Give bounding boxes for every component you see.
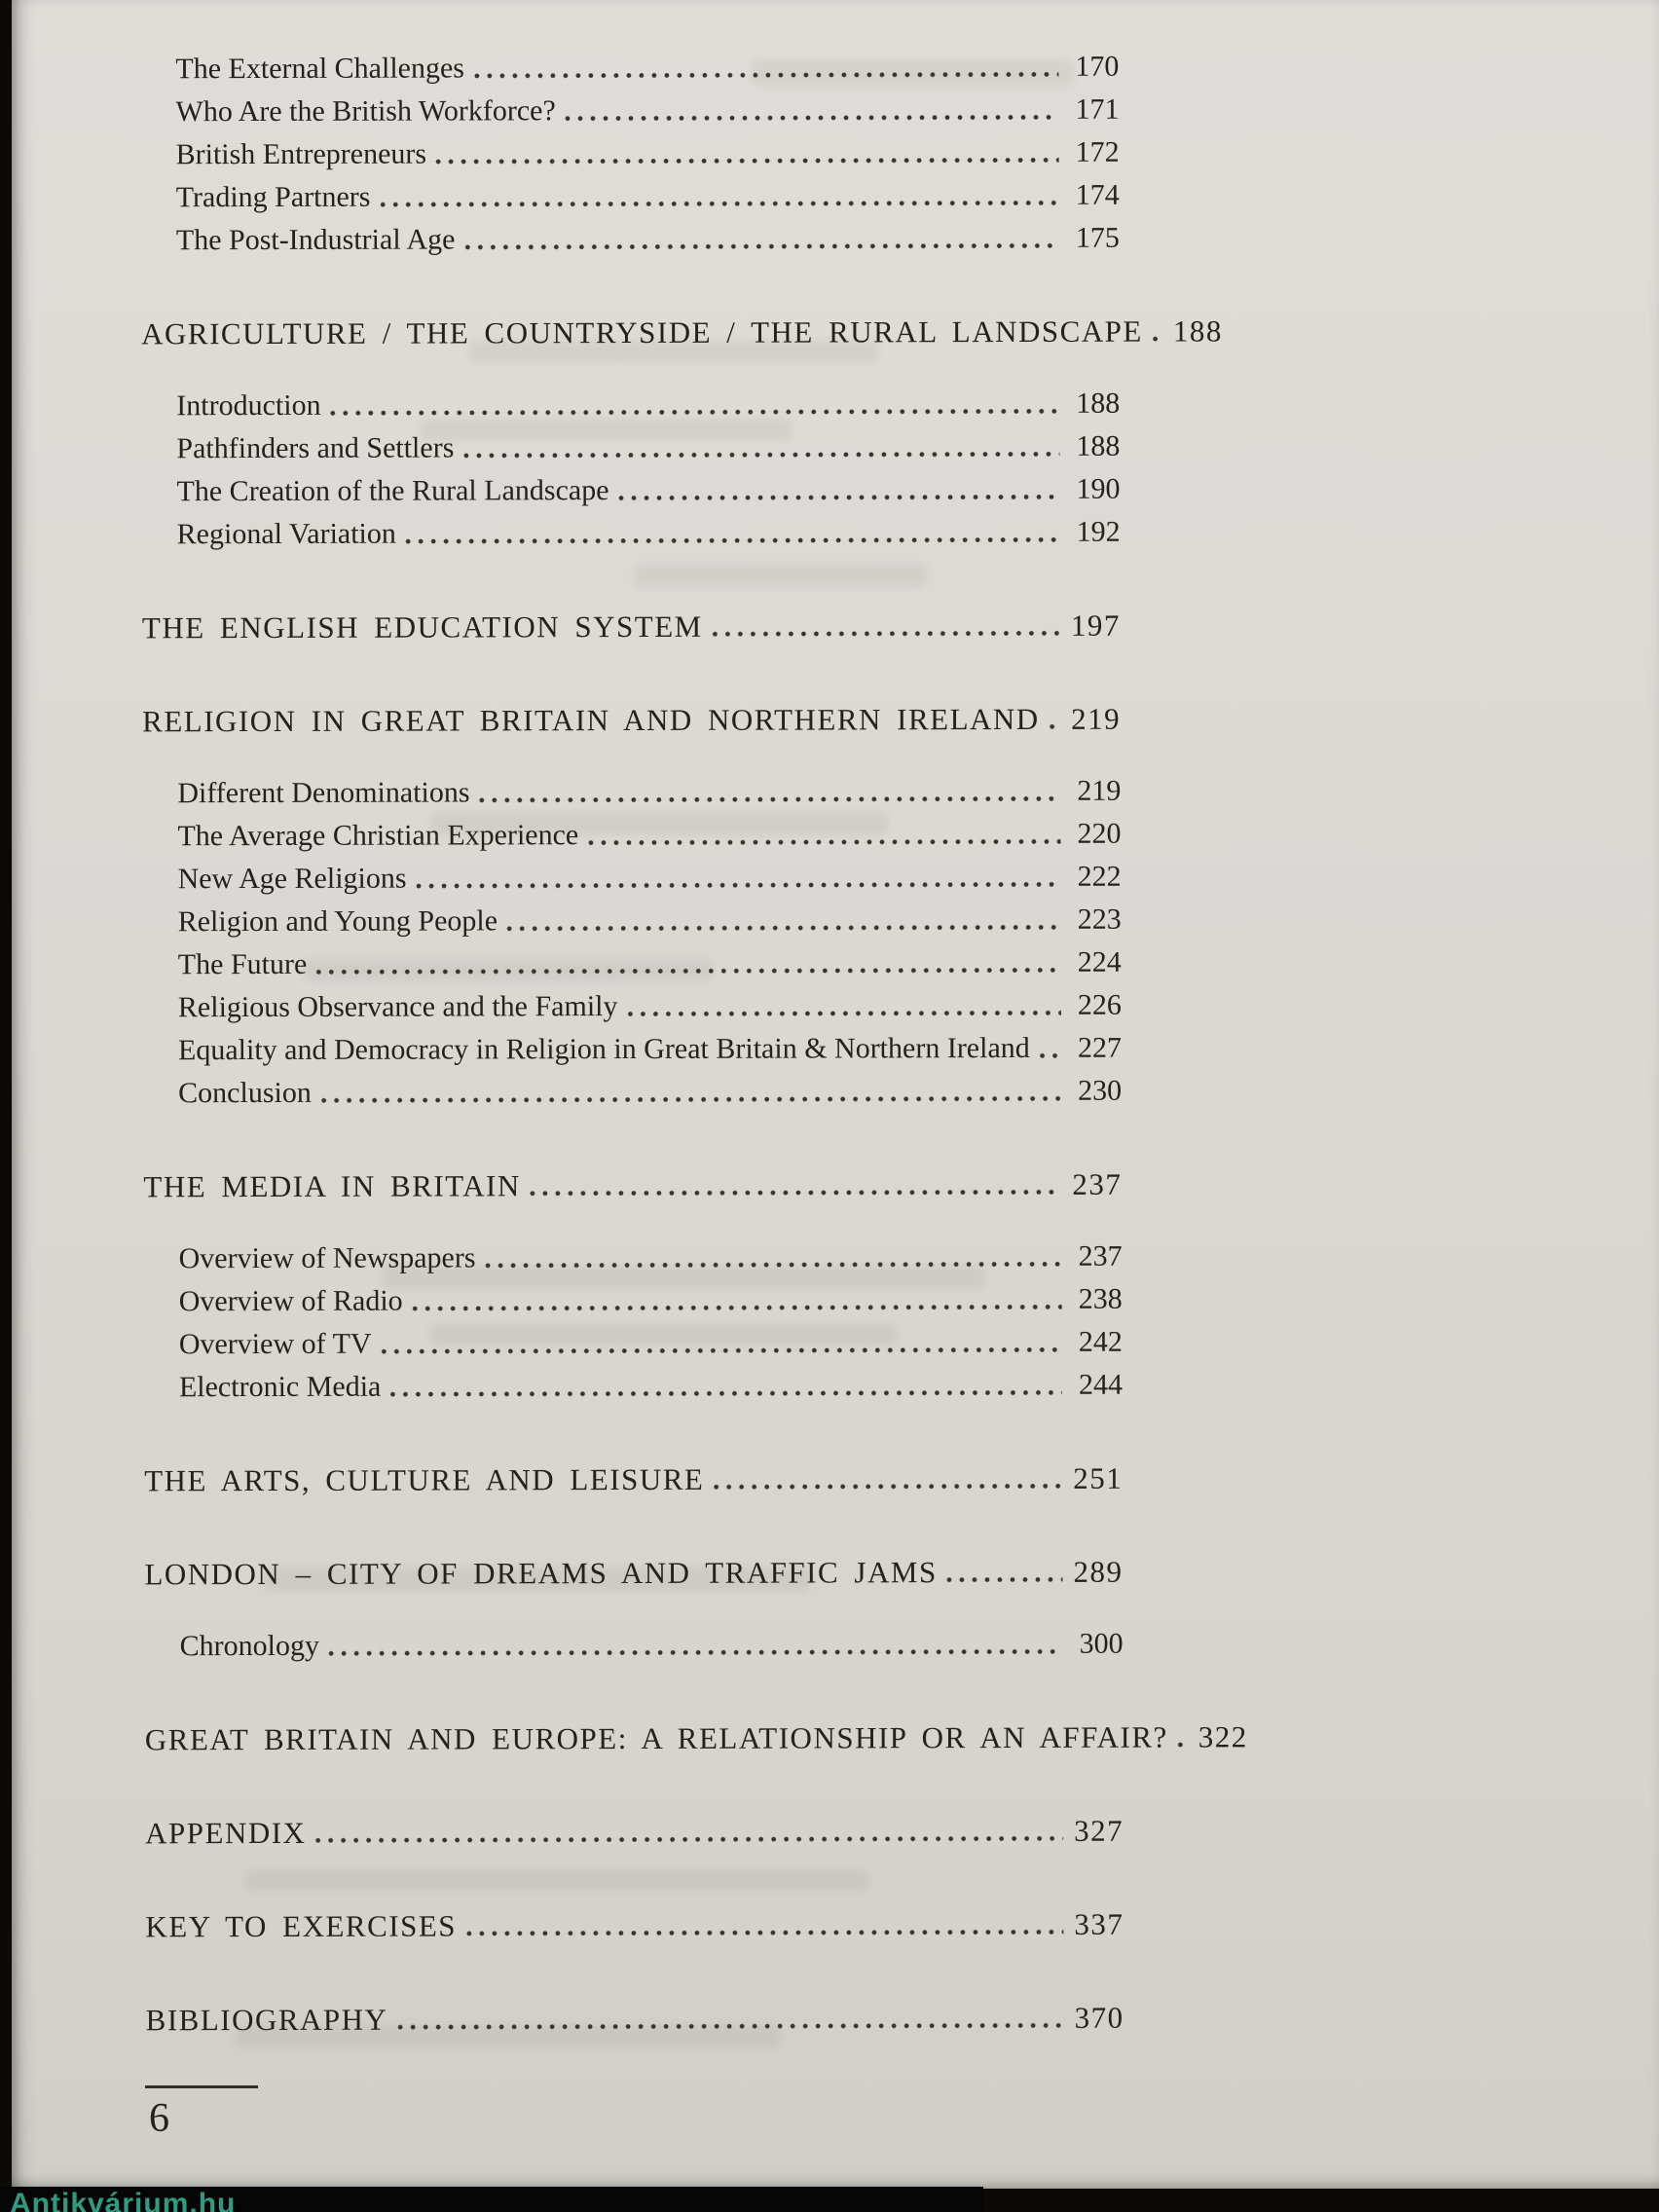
toc-label: Who Are the British Workforce?: [175, 94, 556, 129]
dot-leader: [376, 174, 1058, 219]
dot-leader: [503, 899, 1061, 942]
toc-entry-row: [178, 1027, 1122, 1073]
dot-leader: [432, 131, 1059, 176]
toc-page-number: 337: [1074, 1906, 1124, 1941]
toc-label: New Age Religions: [177, 862, 407, 896]
toc-label: Trading Partners: [175, 180, 371, 214]
toc-entry-row: [179, 1235, 1123, 1281]
dot-leader: [409, 1278, 1062, 1323]
toc-page-number: 237: [1072, 1166, 1123, 1201]
toc-page-number: 174: [1075, 178, 1120, 211]
dot-leader: [387, 1364, 1062, 1409]
toc-entry-row: [178, 984, 1122, 1030]
dot-leader: [481, 1235, 1061, 1280]
dot-leader: [377, 1321, 1061, 1366]
toc-label: GREAT BRITAIN AND EUROPE: A RELATIONSHIP OR AN AFFAIR?: [144, 1719, 1168, 1757]
toc-page-number: 220: [1077, 817, 1122, 850]
toc-page-number: 192: [1076, 515, 1121, 548]
toc-page-number: 190: [1076, 472, 1121, 505]
toc-entry-row: [176, 174, 1120, 220]
toc-page-number: 237: [1078, 1239, 1123, 1272]
dot-leader: [462, 1903, 1063, 1948]
dot-leader: [475, 770, 1060, 815]
toc-entry-row: [177, 511, 1121, 557]
toc-page-number: 289: [1073, 1554, 1124, 1589]
toc-page-number: 242: [1078, 1325, 1123, 1358]
dot-leader: [412, 856, 1060, 901]
toc-entry-row: [177, 856, 1121, 902]
toc-label: Religion and Young People: [177, 904, 498, 939]
toc-entry-row: [177, 813, 1121, 859]
toc-entry-row: [178, 1070, 1122, 1116]
dot-leader: [584, 813, 1060, 857]
toc-label: Pathfinders and Settlers: [176, 431, 455, 465]
toc-page-number: 175: [1075, 221, 1120, 254]
dot-leader: [313, 941, 1061, 986]
toc-entry-row: [176, 468, 1120, 514]
scan-bottom-strip: [0, 2187, 983, 2212]
toc-label: LONDON – CITY OF DREAMS AND TRAFFIC JAMS: [144, 1555, 938, 1592]
toc-label: Overview of Radio: [178, 1284, 403, 1318]
toc-label: Electronic Media: [178, 1370, 382, 1404]
toc-label: Religious Observance and the Family: [177, 990, 618, 1024]
dot-leader: [312, 1810, 1063, 1855]
toc-page-number: 188: [1076, 387, 1121, 420]
toc-label: The External Challenges: [175, 52, 464, 86]
toc-entry-row: [176, 131, 1120, 177]
toc-entry-row: [176, 217, 1120, 263]
toc-label: RELIGION IN GREAT BRITAIN AND NORTHERN IRELAND: [142, 701, 1040, 739]
toc-label: Overview of Newspapers: [178, 1241, 476, 1275]
toc-entry-row: [176, 383, 1120, 428]
toc-label: Conclusion: [178, 1076, 312, 1110]
toc-chapter-row: [145, 1903, 1124, 1949]
dot-leader: [402, 511, 1060, 556]
toc-label: Overview of TV: [178, 1327, 372, 1361]
toc-label: Regional Variation: [176, 517, 396, 551]
toc-page-number: 170: [1075, 50, 1120, 83]
toc-page-number: 327: [1074, 1813, 1124, 1848]
toc-page-number: 219: [1071, 701, 1122, 736]
toc-entry-row: [176, 425, 1120, 471]
toc-label: British Entrepreneurs: [175, 137, 427, 171]
toc-entry-row: [175, 89, 1119, 134]
toc-chapter-row: [143, 1163, 1122, 1209]
toc-page-number: 238: [1078, 1282, 1123, 1315]
toc-page-number: 227: [1077, 1031, 1123, 1064]
toc-entry-row: [177, 770, 1121, 816]
toc-label: THE ARTS, CULTURE AND LEISURE: [144, 1461, 705, 1498]
toc-page-number: 224: [1077, 945, 1122, 978]
toc-entry-row: [180, 1623, 1124, 1669]
toc-entry-row: [178, 899, 1122, 944]
toc-chapter-row: [142, 698, 1121, 744]
dot-leader: [710, 1457, 1062, 1501]
toc-page-number: 370: [1074, 2000, 1124, 2035]
dot-leader: [614, 468, 1059, 512]
toc-page-number: 222: [1077, 860, 1122, 893]
toc-entry-row: [178, 941, 1122, 987]
toc-chapter-row: [146, 1997, 1124, 2043]
toc-chapter-row: [145, 1810, 1124, 1856]
toc-page-number: 251: [1073, 1460, 1124, 1495]
toc-page-number: 300: [1079, 1627, 1124, 1660]
toc-chapter-row: [144, 1551, 1123, 1597]
dot-leader: [393, 1997, 1063, 2042]
dot-leader: [527, 1163, 1062, 1207]
toc-page-number: 188: [1172, 313, 1223, 349]
dot-leader: [562, 89, 1059, 132]
toc-label: The Creation of the Rural Landscape: [176, 474, 609, 508]
antikvarium-watermark: Antikvárium.hu: [10, 2188, 237, 2212]
toc-entry-row: [179, 1321, 1123, 1367]
dot-leader: [461, 217, 1058, 262]
toc-chapter-row: [141, 311, 1223, 356]
paper-page: [12, 0, 1659, 2189]
toc-page-number: 172: [1075, 135, 1120, 168]
toc-label: BIBLIOGRAPHY: [145, 2002, 388, 2038]
dot-leader: [1046, 698, 1061, 741]
toc-page-number: 226: [1077, 988, 1122, 1021]
toc-label: Equality and Democracy in Religion in Great Britain & Northern Ireland: [177, 1031, 1030, 1067]
dot-leader: [1036, 1027, 1061, 1070]
toc-label: The Average Christian Experience: [177, 819, 579, 853]
toc-label: KEY TO EXERCISES: [145, 1908, 458, 1944]
toc-label: Different Denominations: [177, 776, 470, 810]
toc-page-number: 223: [1077, 903, 1122, 936]
dot-leader: [943, 1551, 1063, 1594]
dot-leader: [623, 984, 1061, 1028]
toc-chapter-row: [144, 1716, 1248, 1762]
page-number: 6: [149, 2096, 169, 2141]
toc-label: THE MEDIA IN BRITAIN: [143, 1168, 521, 1204]
toc-label: The Post-Industrial Age: [175, 223, 456, 257]
dot-leader: [460, 425, 1059, 470]
toc-list: [140, 46, 1248, 2043]
toc-page-number: 171: [1075, 92, 1120, 126]
toc-page-number: 197: [1070, 608, 1121, 643]
toc-page-number: 219: [1077, 774, 1122, 807]
toc-label: Chronology: [179, 1629, 320, 1663]
toc-label: Introduction: [176, 388, 321, 423]
dot-leader: [1174, 1716, 1188, 1759]
toc-page-number: 188: [1076, 429, 1121, 462]
dot-leader: [470, 46, 1059, 91]
toc-entry-row: [175, 46, 1119, 92]
dot-leader: [1149, 311, 1162, 353]
toc-label: THE ENGLISH EDUCATION SYSTEM: [141, 608, 703, 645]
toc-entry-row: [179, 1278, 1123, 1324]
dot-leader: [327, 383, 1060, 427]
dot-leader: [325, 1623, 1063, 1668]
footer-rule: [145, 2085, 258, 2088]
toc-label: AGRICULTURE / THE COUNTRYSIDE / THE RURAL LANDSCAPE: [141, 313, 1143, 351]
toc-label: The Future: [177, 947, 308, 981]
dot-leader: [709, 605, 1060, 648]
toc-page-number: 322: [1198, 1719, 1248, 1754]
toc-page-number: 244: [1078, 1368, 1123, 1401]
toc-label: APPENDIX: [145, 1815, 307, 1851]
toc-entry-row: [179, 1364, 1123, 1410]
toc-chapter-row: [144, 1457, 1123, 1503]
dot-leader: [317, 1070, 1061, 1115]
toc-page-number: 230: [1078, 1074, 1123, 1107]
toc-chapter-row: [142, 605, 1121, 650]
